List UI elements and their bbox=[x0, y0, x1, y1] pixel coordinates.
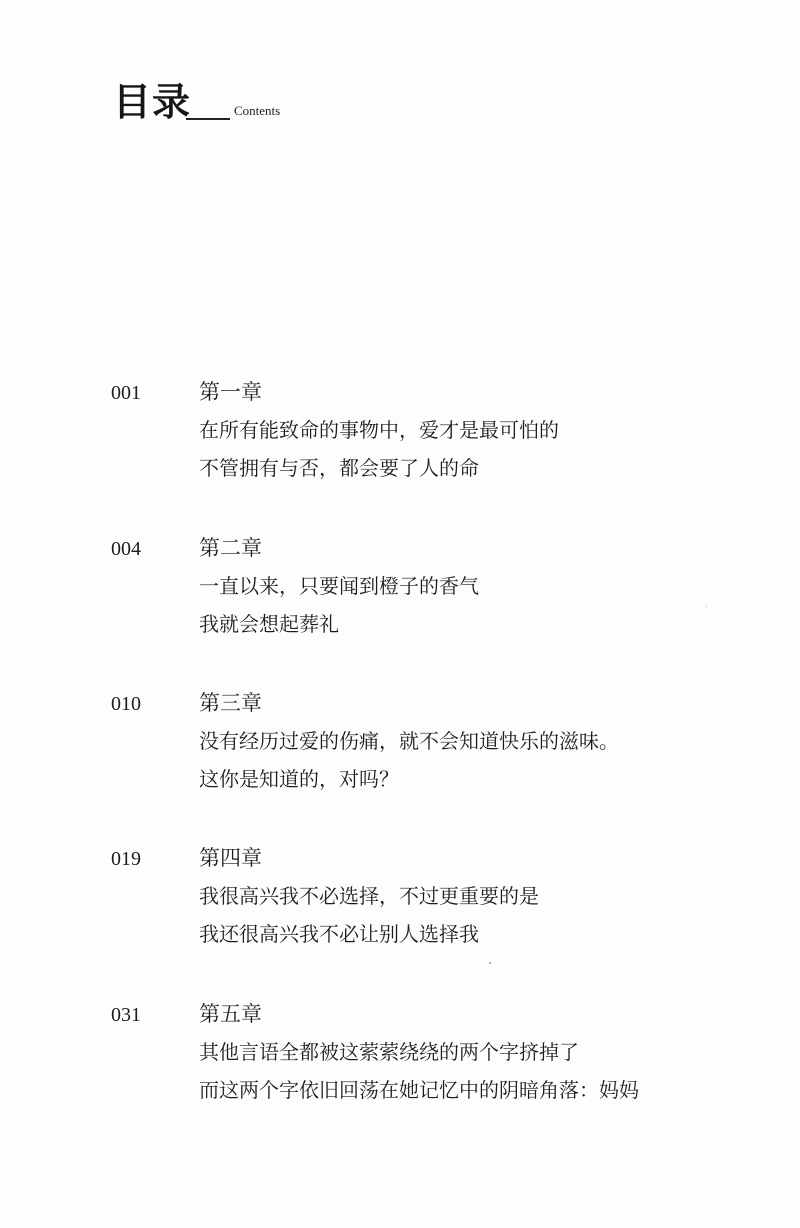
chapter-epigraph-line: 没有经历过爱的伤痛，就不会知道快乐的滋味。 bbox=[199, 729, 619, 753]
chapter-epigraph-line: 而这两个字依旧回荡在她记忆中的阴暗角落：妈妈 bbox=[199, 1078, 639, 1102]
chapter-epigraph-line: 不管拥有与否，都会要了人的命 bbox=[199, 456, 479, 480]
chapter-epigraph-line: 我就会想起葬礼 bbox=[199, 612, 339, 636]
toc-entry[interactable] bbox=[0, 536, 800, 676]
page-number: 004 bbox=[111, 538, 141, 560]
chapter-title: 第二章 bbox=[199, 536, 262, 560]
chapter-epigraph-line: 我还很高兴我不必让别人选择我 bbox=[199, 922, 479, 946]
paper-speck bbox=[489, 962, 491, 964]
chapter-epigraph-line: 其他言语全都被这萦萦绕绕的两个字挤掉了 bbox=[199, 1040, 579, 1064]
page-number: 010 bbox=[111, 693, 141, 715]
chapter-title: 第四章 bbox=[199, 846, 262, 870]
page-subtitle: Contents bbox=[234, 103, 281, 118]
page-number: 031 bbox=[111, 1004, 141, 1026]
chapter-title: 第一章 bbox=[199, 380, 262, 404]
page-title: 目录 bbox=[113, 80, 192, 124]
toc-entry[interactable] bbox=[0, 846, 800, 986]
paper-speck bbox=[706, 606, 707, 607]
chapter-epigraph-line: 一直以来，只要闻到橙子的香气 bbox=[199, 574, 479, 598]
page-number: 019 bbox=[111, 848, 141, 870]
chapter-epigraph-line: 在所有能致命的事物中，爱才是最可怕的 bbox=[199, 418, 559, 442]
chapter-title: 第五章 bbox=[199, 1002, 262, 1026]
chapter-epigraph-line: 我很高兴我不必选择，不过更重要的是 bbox=[199, 884, 539, 908]
toc-entry[interactable] bbox=[0, 1002, 800, 1142]
page-number: 001 bbox=[111, 382, 141, 404]
toc-entry[interactable] bbox=[0, 380, 800, 520]
chapter-epigraph-line: 这你是知道的，对吗？ bbox=[199, 767, 399, 791]
chapter-title: 第三章 bbox=[199, 691, 262, 715]
toc-entry[interactable] bbox=[0, 691, 800, 831]
